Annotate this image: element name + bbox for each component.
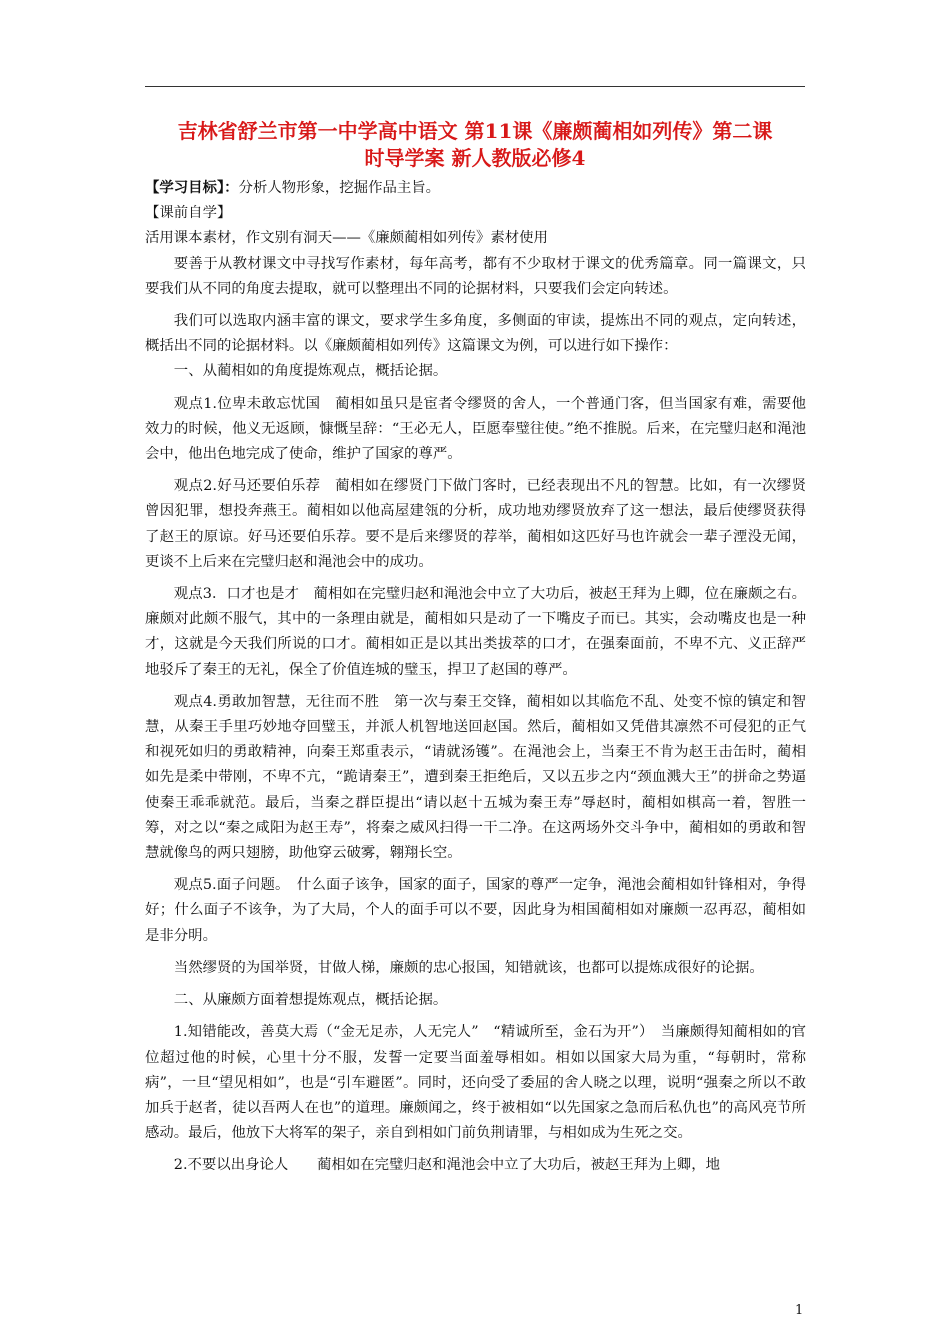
viewpoint-3: 观点3．口才也是才 蔺相如在完璧归赵和渑池会中立了大功后，被赵王拜为上卿，位在廉颇之右。廉颇对此颇不服气，其中的一条理由就是，蔺相如只是动了一下嘴皮子而已。其实，会动嘴皮也是一种才，这就是今天我们所说的口才。蔺相如正是以其出类拔萃的口才，在强秦面前，不卑不亢、义正辞严地驳斥了秦王的无礼，保全了价值连城的璧玉，捍卫了赵国的尊严。: [145, 586, 806, 678]
document-body: [145, 175, 806, 1179]
title-line-2: 时导学案 新人教版必修4: [364, 146, 586, 170]
preview-label: 【课前自学】: [145, 205, 232, 222]
header-rule: [145, 86, 805, 87]
viewpoint-2: 观点2.好马还要伯乐荐 蔺相如在缪贤门下做门客时，已经表现出不凡的智慧。比如，有一次缪贤曾因犯罪，想投奔燕王。蔺相如以他高屋建瓴的分析，成功地劝缪贤放弃了这一想法，最后使缪贤获得了赵王的原谅。好马还要伯乐荐。要不是后来缪贤的荐举，蔺相如这匹好马也许就会一辈子湮没无闻，更谈不上后来在完璧归赵和渑池会中的成功。: [145, 478, 806, 570]
subheading: 一、从蔺相如的角度提炼观点，概括论据。: [173, 363, 448, 380]
title-line-1: 吉林省舒兰市第一中学高中语文 第11课《廉颇蔺相如列传》第二课: [177, 119, 773, 143]
objectives-label: 【学习目标】：: [145, 179, 239, 196]
section-heading: 活用课本素材，作文别有洞天——《廉颇蔺相如列传》素材使用: [145, 230, 548, 247]
viewpoint-4: 观点4.勇敢加智慧，无往而不胜 第一次与秦王交锋，蔺相如以其临危不乱、处变不惊的镇定和智慧，从秦王手里巧妙地夺回璧玉，并派人机智地送回赵国。然后，蔺相如又凭借其凛然不可侵犯的正气和视死如归的勇敢精神，向秦王郑重表示，“请就汤镬”。在渑池会上，当秦王不肯为赵王击缶时，蔺相如先是柔中带刚，不卑不亢，“跪请秦王”，遭到秦王拒绝后，又以五步之内“颈血溅大王”的拼命之势逼使秦王乖乖就范。最后，当秦之群臣提出“请以赵十五城为秦王寿”辱赵时，蔺相如棋高一着，智胜一筹，对之以“秦之咸阳为赵王寿”，将秦之威风扫得一干二净。在这两场外交斗争中，蔺相如的勇敢和智慧就像鸟的两只翅膀，助他穿云破雾，翱翔长空。: [145, 693, 806, 862]
objectives-text: 分析人物形象，挖掘作品主旨。: [238, 180, 441, 196]
document-title: [145, 118, 805, 172]
page-number: 1: [795, 1303, 804, 1318]
objectives-line: [145, 175, 806, 201]
point-1: 1.知错能改，善莫大焉（“金无足赤，人无完人” “精诚所至，金石为开”） 当廉颇得知蔺相如的官位超过他的时候，心里十分不服，发誓一定要当面羞辱相如。相如以国家大局为重，“每朝时，常称病”，一旦“望见相如”，也是“引车避匿”。同时，还向受了委屈的舍人晓之以理，说明“强秦之所以不敢加兵于赵者，徒以吾两人在也”的道理。廉颇闻之，终于被相如“以先国家之急而后私仇也”的高风亮节所感动。最后，他放下大将军的架子，亲自到相如门前负荆请罪，与相如成为生死之交。: [145, 1024, 806, 1142]
paragraph: 当然缪贤的为国举贤，甘做人梯，廉颇的忠心报国，知错就该，也都可以提炼成很好的论据。: [173, 959, 764, 976]
paragraph: 我们可以选取内涵丰富的课文，要求学生多角度，多侧面的审读，提炼出不同的观点，定向转述，概括出不同的论据材料。以《廉颇蔺相如列传》这篇课文为例，可以进行如下操作：: [145, 313, 806, 355]
subheading: 二、从廉颇方面着想提炼观点，概括论据。: [173, 992, 448, 1009]
point-2: 2.不要以出身论人 蔺相如在完璧归赵和渑池会中立了大功后，被赵王拜为上卿，地: [173, 1157, 720, 1174]
viewpoint-5: 观点5.面子问题。 什么面子该争，国家的面子，国家的尊严一定争，渑池会蔺相如针锋相对，争得好；什么面子不该争，为了大局，个人的面手可以不要，因此身为相国蔺相如对廉颇一忍再忍，蔺相如是非分明。: [145, 877, 806, 944]
paragraph: 要善于从教材课文中寻找写作素材，每年高考，都有不少取材于课文的优秀篇章。同一篇课文，只要我们从不同的角度去提取，就可以整理出不同的论据材料，只要我们会定向转述。: [145, 255, 806, 297]
viewpoint-1: 观点1.位卑未敢忘忧国 蔺相如虽只是宦者令缪贤的舍人，一个普通门客，但当国家有难，需要他效力的时候，他义无返顾，慷慨呈辞：“王必无人，臣愿奉璧往使。”绝不推脱。后来，在完璧归赵和渑池会中，他出色地完成了使命，维护了国家的尊严。: [145, 395, 806, 463]
